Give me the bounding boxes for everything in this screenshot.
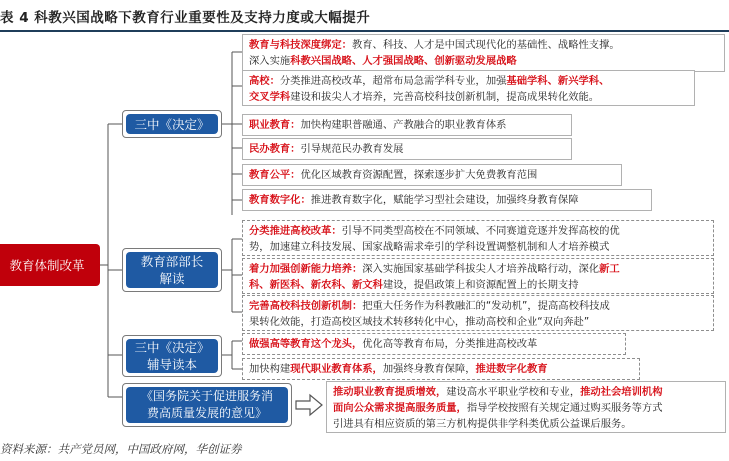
highlight-text: 新工 bbox=[599, 263, 620, 275]
leaf-line bbox=[249, 141, 565, 157]
branch-1-box bbox=[122, 110, 222, 138]
branch-1-node bbox=[126, 114, 218, 134]
highlight-text: 高校： bbox=[249, 75, 280, 87]
leaf-higher-education-leader bbox=[242, 333, 626, 355]
branch-4-label-line-2: 费高质量发展的意见》 bbox=[146, 406, 267, 420]
root-label: 教育体制改革 bbox=[9, 258, 85, 273]
highlight-text: 教育公平： bbox=[249, 169, 301, 181]
highlight-text: 现代职业教育体系， bbox=[290, 363, 383, 375]
leaf-service-consumption bbox=[326, 381, 726, 433]
branch-2-label-line-1: 教育部部长 bbox=[140, 254, 204, 269]
highlight-text: 着力加强创新能力培养： bbox=[249, 263, 363, 275]
body-text: 势，加速建立科技发展、国家战略需求牵引的学科设置调整机制和人才培养模式 bbox=[249, 241, 610, 253]
leaf-private-education bbox=[242, 138, 572, 160]
leaf-line bbox=[249, 314, 707, 330]
branch-1-label: 三中《决定》 bbox=[134, 116, 210, 132]
leaf-line bbox=[249, 261, 707, 277]
highlight-text: 面向公众需求提高服务质量， bbox=[333, 402, 467, 414]
highlight-text: 职业教育： bbox=[249, 119, 301, 131]
highlight-text: 教育数字化： bbox=[249, 194, 311, 206]
leaf-innovation-ability bbox=[242, 258, 714, 294]
body-text: 分类推进高校改革，超常布局急需学科专业，加强 bbox=[279, 75, 507, 87]
leaf-line bbox=[249, 192, 645, 208]
leaf-line bbox=[333, 384, 719, 400]
highlight-text: 教育与科技深度绑定： bbox=[249, 39, 352, 51]
body-text: 建设和拔尖人才培养，完善高校科技创新机制，提高成果转化效能。 bbox=[290, 91, 600, 103]
highlight-text: 推动职业教育提质增效， bbox=[333, 386, 447, 398]
body-text: 深入实施 bbox=[249, 55, 291, 67]
branch-3-label-line-2: 辅导读本 bbox=[146, 357, 197, 372]
branch-3-box bbox=[122, 335, 222, 377]
highlight-text: 推动社会培训机构 bbox=[580, 386, 663, 398]
leaf-line bbox=[249, 89, 688, 105]
leaf-line bbox=[249, 298, 707, 314]
highlight-text: 推进数字化教育 bbox=[475, 363, 548, 375]
body-text: 推进教育数字化，赋能学习型社会建设，加强终身教育保障 bbox=[310, 194, 579, 206]
body-text: 深入实施国家基础学科拔尖人才培养战略行动，深化 bbox=[362, 263, 600, 275]
leaf-line bbox=[249, 37, 718, 53]
leaf-line bbox=[333, 400, 719, 416]
highlight-text: 完善高校科技创新机制： bbox=[249, 300, 363, 312]
body-text: 加快构建职普融通、产教融合的职业教育体系 bbox=[300, 119, 507, 131]
branch-4-box bbox=[122, 383, 292, 427]
leaf-line bbox=[249, 277, 707, 293]
body-text: 指导学校按照有关规定通过购买服务等方式 bbox=[466, 402, 663, 414]
body-text: 果转化效能，打造高校区域技术转移转化中心，推动高校和企业“双向奔赴” bbox=[249, 316, 590, 328]
body-text: 教育、科技、人才是中国式现代化的基础性、战略性支撑。 bbox=[351, 39, 620, 51]
title-divider bbox=[0, 30, 729, 32]
body-text: 把重大任务作为科教融汇的“发动机”，提高高校科技成 bbox=[362, 300, 610, 312]
leaf-higher-education bbox=[242, 70, 695, 106]
page-title: 表 4 科教兴国战略下教育行业重要性及支持力度或大幅提升 bbox=[0, 10, 371, 26]
body-text: 引进具有相应资质的第三方机构提供非学科类优质公益课后服务。 bbox=[333, 418, 632, 430]
highlight-text: 基础学科、新兴学科、 bbox=[506, 75, 610, 87]
arrow-right-icon bbox=[296, 395, 322, 415]
branch-2-node bbox=[126, 252, 218, 288]
branch3-connector bbox=[222, 341, 242, 369]
branch-2-box bbox=[122, 248, 222, 292]
leaf-line bbox=[249, 223, 707, 239]
body-text: 优化高等教育布局，分类推进高校改革 bbox=[362, 338, 538, 350]
body-text: 引导不同类型高校在不同领域、不同赛道竞逐并发挥高校的优 bbox=[341, 225, 620, 237]
branch-2-label-line-2: 解读 bbox=[159, 271, 185, 286]
branch-3-label-line-1: 三中《决定》 bbox=[134, 340, 210, 355]
leaf-classified-reform bbox=[242, 220, 714, 256]
leaf-vocational-education bbox=[242, 114, 572, 136]
highlight-text: 民办教育： bbox=[249, 143, 301, 155]
body-text: 优化区域教育资源配置，探索逐步扩大免费教育范围 bbox=[300, 169, 538, 181]
leaf-line bbox=[249, 73, 688, 89]
leaf-line bbox=[249, 167, 615, 183]
branch1-connector bbox=[222, 52, 242, 215]
body-text: 建设，提倡政策上和资源配置上的长期支持 bbox=[382, 279, 579, 291]
highlight-text: 科、新医科、新农科、新文科 bbox=[249, 279, 383, 291]
leaf-line bbox=[249, 361, 633, 377]
leaf-tech-innovation-mechanism bbox=[242, 295, 714, 331]
highlight-text: 分类推进高校改革： bbox=[249, 225, 342, 237]
highlight-text: 交叉学科 bbox=[249, 91, 291, 103]
root-connector bbox=[100, 124, 122, 397]
leaf-education-equity bbox=[242, 164, 622, 186]
leaf-education-digitalization bbox=[242, 189, 652, 211]
leaf-line bbox=[249, 53, 718, 69]
highlight-text: 做强高等教育这个龙头， bbox=[249, 338, 363, 350]
highlight-text: 科教兴国战略、人才强国战略、创新驱动发展战略 bbox=[290, 55, 517, 67]
branch-3-node bbox=[126, 339, 218, 373]
branch-4-node bbox=[126, 387, 288, 423]
body-text: 引导规范民办教育发展 bbox=[300, 143, 404, 155]
body-text: 建设高水平职业学校和专业， bbox=[446, 386, 581, 398]
leaf-line bbox=[249, 117, 565, 133]
root-node bbox=[0, 244, 100, 286]
branch2-connector bbox=[222, 239, 242, 312]
body-text: 加快构建 bbox=[249, 363, 291, 375]
leaf-modern-vocational-system bbox=[242, 358, 640, 380]
leaf-line bbox=[249, 336, 619, 352]
leaf-line bbox=[333, 416, 719, 432]
leaf-line bbox=[249, 239, 707, 255]
source-note: 资料来源：共产党员网，中国政府网，华创证券 bbox=[0, 442, 242, 456]
leaf-education-tech-binding bbox=[242, 34, 725, 72]
branch-4-label-line-1: 《国务院关于促进服务消 bbox=[140, 389, 273, 403]
body-text: 加强终身教育保障， bbox=[382, 363, 476, 375]
